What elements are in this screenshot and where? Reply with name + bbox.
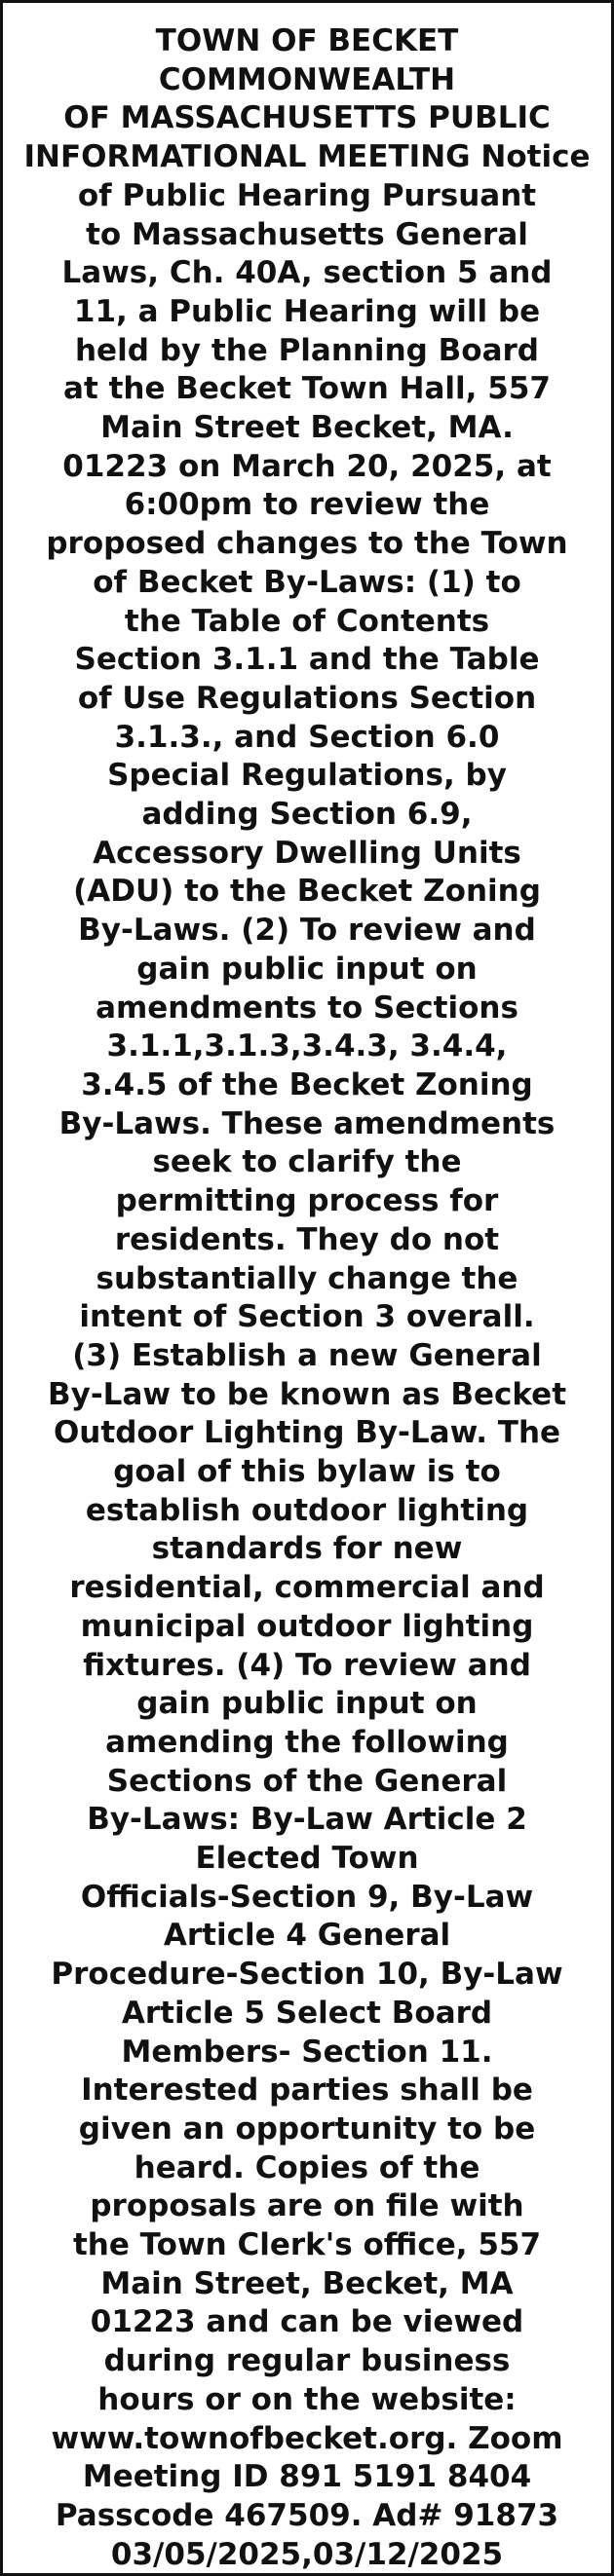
public-hearing-notice-text: TOWN OF BECKET COMMONWEALTH OF MASSACHUSETTS PUBLIC INFORMATIONAL MEETING Notice of Public Hearing Pursuant to Massachusetts General Laws, Ch. 40A, section 5 and 11, a Public Hearing will be held by the Planning Board at the Becket Town Hall, 557 Main Street Becket, MA. 01223 on March 20, 2025, at 6:00pm to review the proposed changes to the Town of Becket By-Laws: (1) to the Table of Contents Section 3.1.1 and the Table of Use Regulations Section 3.1.3., and Section 6.0 Special Regulations, by adding Section 6.9, Accessory Dwelling Units (ADU) to the Becket Zoning By-Laws. (2) To review and gain public input on amendments to Sections 3.1.1,3.1.3,3.4.3, 3.4.4, 3.4.5 of the Becket Zoning By-Laws. These amendments seek to clarify the permitting process for residents. They do not substantially change the intent of Section 3 overall. (3) Establish a new General By-Law to be known as Becket Outdoor Lighting By-Law. The goal of this bylaw is to establish outdoor lighting standards for new residential, commercial and municipal outdoor lighting fixtures. (4) To review and gain public input on amending the following Sections of the General By-Laws: By-Law Article 2 Elected Town Officials-Section 9, By-Law Article 4 General Procedure-Section 10, By-Law Article 5 Select Board Members- Section 11. Interested parties shall be given an opportunity to be heard. Copies of the proposals are on file with the Town Clerk's office, 557 Main Street, Becket, MA 01223 and can be viewed during regular business hours or on the website: www.townofbecket.org. Zoom Meeting ID 891 5191 8404 Passcode 467509. Ad# 91873 03/05/2025,03/12/2025	[23, 23, 591, 2572]
